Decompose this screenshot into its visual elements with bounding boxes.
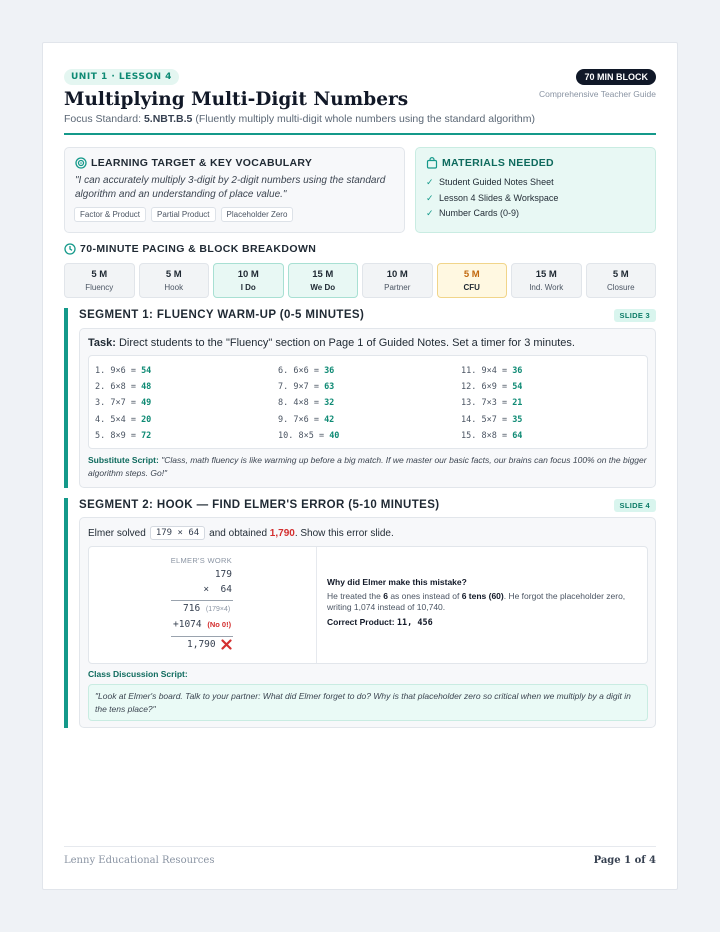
segment-1-slide-badge: SLIDE 3 [614, 309, 656, 322]
fact-item: 9. 7×6 = 42 [278, 414, 335, 425]
discussion-script: "Look at Elmer's board. Talk to your partner: What did Elmer forget to do? Why is that placeholder zero so critical when we multiply by a digit in the tens place?" [88, 684, 648, 721]
check-icon: ✓ [426, 177, 434, 187]
fact-item: 4. 5×4 = 20 [95, 414, 152, 425]
clock-icon [64, 243, 76, 255]
guide-label: Comprehensive Teacher Guide [538, 89, 656, 99]
fact-item: 15. 8×8 = 64 [461, 430, 523, 441]
why-answer: He treated the 6 as ones instead of 6 tens (60). He forgot the placeholder zero, writing 1,074 instead of 10,740. [327, 590, 626, 612]
calc-line: × 64 [203, 584, 232, 595]
fact-item: 2. 6×8 = 48 [95, 382, 152, 393]
elmer-intro: Elmer solved 179 × 64 and obtained 1,790 . Show this error slide. [88, 527, 394, 539]
vocab-tag: Factor & Product [74, 207, 146, 222]
fact-item: 3. 7×7 = 49 [95, 398, 152, 409]
calc-line: +1074 (No 0!) [173, 619, 232, 630]
pacing-block-ind-work: 15 M Ind. Work [511, 263, 582, 298]
materials-list [426, 175, 558, 222]
vocab-tag: Placeholder Zero [221, 207, 294, 222]
block-length-badge: 70 MIN BLOCK [576, 69, 656, 85]
bag-icon [426, 157, 438, 169]
task-instruction: Task: Direct students to the "Fluency" section on Page 1 of Guided Notes. Set a timer for 3 minutes. [88, 337, 575, 349]
learning-target-heading: LEARNING TARGET & KEY VOCABULARY [75, 157, 312, 169]
why-question: Why did Elmer make this mistake? [327, 577, 467, 587]
discussion-label: Class Discussion Script: [88, 669, 188, 679]
pacing-block-cfu: 5 M CFU [437, 263, 508, 298]
fact-item: 6. 6×6 = 36 [278, 366, 335, 376]
facts-column [278, 363, 339, 444]
list-item: ✓ Student Guided Notes Sheet [426, 175, 558, 191]
segment-1-heading: SEGMENT 1: FLUENCY WARM-UP (0-5 MINUTES) [79, 309, 365, 321]
list-item: ✓ Lesson 4 Slides & Workspace [426, 191, 558, 207]
materials-card [415, 147, 656, 233]
calc-line: 1,790 [187, 639, 232, 650]
segment-2-accent-bar [64, 498, 68, 728]
work-label: ELMER'S WORK [170, 556, 232, 565]
fact-item: 10. 8×5 = 40 [278, 430, 340, 441]
target-icon [75, 157, 87, 169]
segment-1-card [79, 328, 656, 488]
segment-2-card [79, 517, 656, 728]
elmer-calculation [89, 547, 317, 663]
footer-divider [64, 846, 656, 847]
header-divider [64, 133, 656, 135]
fact-item: 5. 8×9 = 72 [95, 430, 152, 441]
learning-target-card [64, 147, 405, 233]
page-number: Page 1 of 4 [593, 855, 656, 866]
page-title: Multiplying Multi-Digit Numbers [64, 89, 409, 110]
focus-standard: Focus Standard: 5.NBT.B.5 (Fluently multiply multi-digit whole numbers using the standard algorithm) [64, 113, 535, 125]
check-icon: ✓ [426, 192, 434, 203]
fluency-facts-box [88, 355, 648, 449]
list-item: ✓ Number Cards (0-9) [426, 206, 558, 222]
pacing-block-we-do: 15 M We Do [288, 263, 359, 298]
problem-code: 179 × 64 [150, 526, 205, 540]
pacing-block-partner: 10 M Partner [362, 263, 433, 298]
calc-rule [171, 636, 233, 637]
calc-rule [171, 600, 233, 601]
fact-item: 12. 6×9 = 54 [461, 382, 523, 393]
check-icon: ✓ [426, 208, 434, 218]
fact-item: 14. 5×7 = 35 [461, 414, 523, 425]
materials-heading: MATERIALS NEEDED [426, 157, 554, 169]
fact-item: 13. 7×3 = 21 [461, 398, 523, 409]
correct-product: Correct Product: 11, 456 [327, 616, 433, 628]
vocab-tag: Partial Product [151, 207, 215, 222]
pacing-block-closure: 5 M Closure [586, 263, 657, 298]
fact-item: 8. 4×8 = 32 [278, 398, 335, 409]
calc-line: 179 [214, 569, 232, 580]
segment-1-accent-bar [64, 308, 68, 488]
segment-2-slide-badge: SLIDE 4 [614, 499, 656, 512]
fact-item: 1. 9×6 = 54 [95, 366, 152, 376]
vocab-tags [74, 207, 293, 222]
error-explanation [327, 577, 642, 629]
pacing-strip [64, 263, 656, 298]
learning-target-quote: "I can accurately multiply 3-digit by 2-digit numbers using the standard algorithm and an understanding of place value." [75, 175, 386, 200]
footer-publisher: Lenny Educational Resources [64, 855, 215, 866]
unit-lesson-badge: UNIT 1 · LESSON 4 [64, 69, 179, 85]
facts-column [95, 363, 151, 444]
fact-item: 11. 9×4 = 36 [461, 366, 523, 376]
facts-column [461, 363, 522, 444]
pacing-heading: 70-MINUTE PACING & BLOCK BREAKDOWN [64, 243, 316, 255]
focus-code: 5.NBT.B.5 [143, 113, 193, 125]
substitute-script: Substitute Script: "Class, math fluency is like warming up before a big match. If we master our basic facts, our brains can focus 100% on the bigger algorithm steps. Go!" [88, 455, 647, 478]
pacing-block-fluency: 5 M Fluency [64, 263, 135, 298]
segment-2-heading: SEGMENT 2: HOOK — FIND ELMER'S ERROR (5-10 MINUTES) [79, 499, 440, 511]
fact-item: 7. 9×7 = 63 [278, 382, 335, 393]
x-mark-icon [221, 639, 232, 650]
wrong-result: 1,790 [269, 527, 295, 539]
elmer-work-box [88, 546, 648, 664]
pacing-block-i-do: 10 M I Do [213, 263, 284, 298]
pacing-block-hook: 5 M Hook [139, 263, 210, 298]
calc-line: 716 (179×4) [183, 603, 231, 614]
